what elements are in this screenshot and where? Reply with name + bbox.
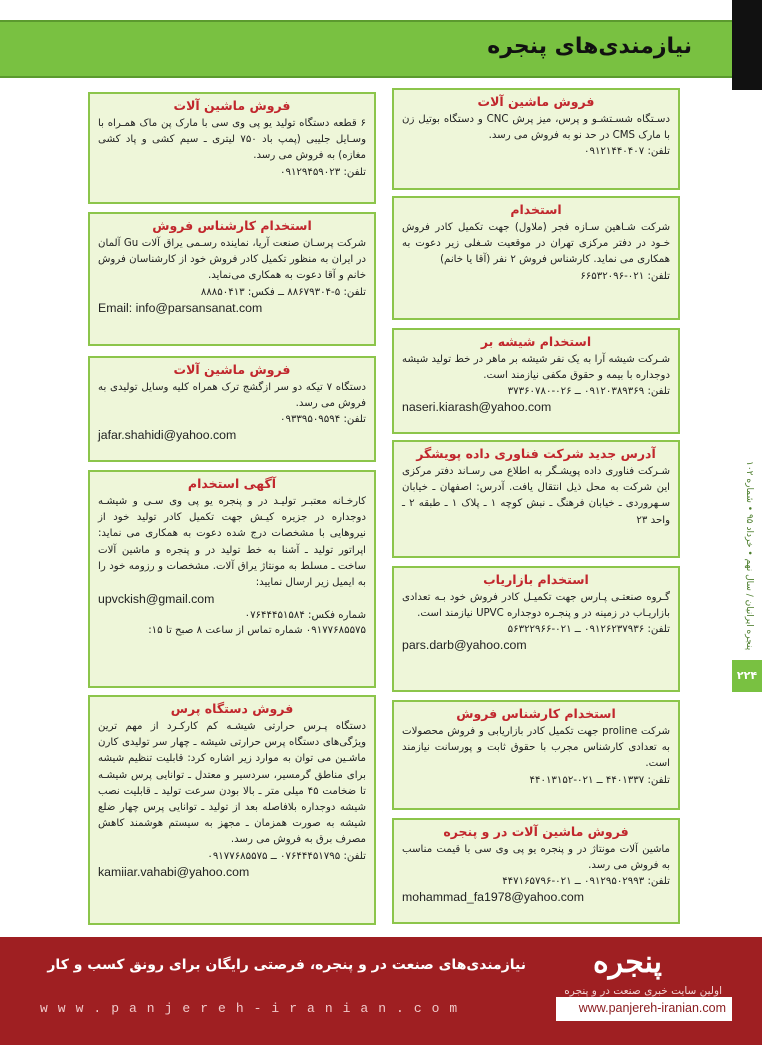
ad-phone: تلفن: ۰۹۱۲۹۴۵۹۰۲۳ (280, 166, 366, 178)
ad-body: شرکت پرسـان صنعت آریا، نماینده رسـمی یراق آلات Gu آلمان در ایران به منظور تکمیل کادر فروش خود از کارشناسان فروش خانم و آقا دعوت به همکاری می‌نماید. (98, 238, 366, 282)
ad-title: استخدام کارشناس فروش (152, 218, 312, 233)
ad-body: دسـتگاه شسـتشـو و پرس، میز پرش CNC و دستگاه بوتیل زن با مارک CMS در حد نو به فروش می رسد. (402, 114, 670, 142)
footer-url-watermark: www.panjereh-iranian.com (40, 1001, 468, 1016)
ad-box (392, 196, 680, 320)
ad-body: گـروه صنعتـی پـارس جهت تکمیـل کادر فروش خود بـه تعدادی بازاریـاب در زمینه در و پنجـره دوجداره UPVC نیازمند است. (402, 592, 670, 620)
ad-email-link[interactable]: Email: info@parsansanat.com (98, 300, 263, 315)
ad-phone: تلفن: ۰۹۱۲۰۳۸۹۳۶۹ ــ ۰۲۶-۳۷۳۶۰۷۸۰ (507, 386, 670, 398)
page-number: ۲۲۴ (732, 660, 762, 692)
ad-box (88, 470, 376, 688)
site-logo[interactable] (532, 945, 722, 1001)
ad-box (88, 212, 376, 346)
ad-fax: شماره فکس: ۰۷۶۴۴۴۵۱۵۸۴ (244, 610, 366, 622)
ad-body: شـرکت فناوری داده پویشـگر به اطلاع می رسـاند دفتر مرکزی این شرکت به محل ذیل انتقال یافت. آدرس: اصفهان ـ خیابان سـهروردی ـ خیابان فرهنگ ـ نبش کوچه ۱ ـ پلاک ۱ ـ طبقه ۲ ـ واحد ۲۳ (402, 466, 670, 526)
ad-box (392, 440, 680, 558)
ad-body: دستگاه ۷ تیکه دو سر ازگشج ترک همراه کلیه وسایل تولیدی به فروش می رسد. (98, 382, 366, 410)
ad-title: فروش ماشین آلات (173, 98, 291, 113)
ad-box (88, 356, 376, 462)
ad-phone: تلفن: ۴۴۰۱۳۳۷ ــ ۰۲۱-۴۴۰۱۳۱۵۲ (529, 774, 670, 786)
ad-box (392, 566, 680, 692)
ad-title: آدرس جدید شرکت فناوری داده پویشگر (416, 446, 656, 461)
ad-title: استخدام شیشه بر (480, 334, 592, 349)
corner-block (732, 0, 762, 90)
ad-body: کارخـانه معتبـر تولیـد در و پنجره یو پی وی سـی و شیشـه دوجداره در جزیره کیـش جهت تکمیل کادر تولید خود از نیروهایی با مشخصات درج شده دعوت به همکاری می نماید: اپراتور تولید ـ آشنا به خط تولید در و پنجره و ماشین آلات ساخت ـ مسلط به مونتاژ یراق آلات. مشخصات و رزومه خود را به ایمیل زیر ارسال نمایید: (98, 496, 366, 589)
ad-box (392, 700, 680, 810)
ad-body: شرکت proline جهت تکمیل کادر بازاریابی و فروش محصولات به تعدادی کارشناس مجرب با حقوق ثابت و پورسانت نیازمند است. (402, 726, 671, 770)
ad-phone: تلفن: ۰۹۳۳۹۵۰۹۵۹۴ (280, 414, 366, 426)
ad-body: ۶ قطعه دستگاه تولید یو پی وی سی با مارک پن ماک همـراه با وسـایل جلیبی (پمپ باد ۷۵۰ لیتری ـ سیم کشی و پاد کشی مغازه) به فروش می رسد. (98, 118, 366, 162)
page-header (0, 20, 732, 78)
ad-email-link[interactable]: upvckish@gmail.com (98, 592, 215, 607)
ad-title: استخدام بازاریاب (483, 572, 589, 587)
logo-text: پنجره (592, 945, 662, 980)
ad-phone: تلفن: ۰۷۶۴۴۴۵۱۷۹۵ ــ ۰۹۱۷۷۶۸۵۵۷۵ (207, 850, 366, 862)
ad-title: آگهی استخدام (187, 476, 277, 491)
ad-email-link[interactable]: kamiiar.vahabi@yahoo.com (98, 864, 250, 879)
ad-email-link[interactable]: naseri.kiarash@yahoo.com (402, 400, 552, 415)
page-title: نیازمندی‌های پنجره (487, 34, 692, 59)
ad-title: فروش ماشین آلات (477, 94, 595, 109)
ad-box (88, 695, 376, 925)
ad-title: استخدام (510, 202, 562, 217)
ad-body: شـرکت شیشه آرا به یک نفر شیشه بر ماهر در خط تولید شیشه دوجداره با بیمه و حقوق مکفی نیازمند است. (402, 354, 670, 382)
ad-body: ماشین آلات مونتاژ در و پنجره یو پی وی سی با قیمت مناسب به فروش می رسد. (402, 844, 670, 872)
ad-phone: تلفن: ۰۹۱۲۶۲۳۷۹۳۶ ــ ۰۲۱-۵۶۳۲۲۹۶۶ (507, 624, 670, 636)
ad-email-link[interactable]: pars.darb@yahoo.com (402, 638, 527, 653)
ad-body: شرکت شـاهین سـازه فجر (ملاول) جهت تکمیل کادر فروش خـود در دفتر مرکزی تهران در موقعیت شـغلی زیر دعوت به همکاری می نماید. کارشناس فروش ۲ نفر (آقا یا خانم) (402, 222, 670, 266)
ad-body: دستگاه پـرس حرارتی شیشـه کم کارکـرد از مهم ترین ویژگی‌های دستگاه پرس حرارتی شیشه ـ چهار سر تولیدی کارن ماشـین می توان به موارد زیر اشاره کرد: قابلیت تنظیم شیشه برای مناطق گرمسیر، سردسیر و معتدل ـ توانایی پرس شیشـه تا ضخامت ۴۵ میلی متر ـ بالا بودن سرعت تولید ـ قابلیت نصب شیشه دوجداره بلافاصله بعد از تولید ـ توانایی پرس چهار ضلع شیشه به صورت همزمان ـ مجهز به سیستم هوشمند کاهش مصرف برق به فروش می رسد. (98, 721, 366, 846)
footer-tagline: نیازمندی‌های صنعت در و پنجره، فرصتی رایگان برای رونق کسب و کار (47, 957, 526, 973)
ad-email-link[interactable]: mohammad_fa1978@yahoo.com (402, 890, 585, 905)
ad-box (88, 92, 376, 204)
ad-title: استخدام کارشناس فروش (456, 706, 616, 721)
ad-title: فروش دستگاه پرس (170, 701, 294, 716)
ad-phone: تلفن: ۵-۸۸۶۷۹۳۰۴ ــ فکس: ۸۸۸۵۰۴۱۳ (200, 286, 366, 298)
ad-phone: تلفن: ۰۹۱۲۱۴۴۰۴۰۷ (584, 146, 670, 158)
ad-phone: تلفن: ۰۹۱۲۹۵۰۲۹۹۳ ــ ۰۲۱-۴۴۷۱۶۵۷۹۶ (502, 876, 670, 888)
logo-caption: اولین سایت خبری صنعت در و پنجره (564, 985, 722, 997)
ad-email-link[interactable]: jafar.shahidi@yahoo.com (98, 428, 237, 443)
ad-title: فروش ماشین آلات (173, 362, 291, 377)
footer-website-link[interactable]: www.panjereh-iranian.com (578, 1001, 726, 1015)
issue-info: پنجره ایرانیان / سال نهم • خرداد ۹۵ • شماره ۱۰۲ (744, 460, 754, 650)
ad-box (392, 818, 680, 924)
ad-title: فروش ماشین آلات در و پنجره (443, 824, 629, 839)
ad-phone: تلفن: ۰۲۱-۶۶۵۳۲۰۹۶ (580, 270, 670, 282)
footer-banner (0, 937, 762, 1045)
ad-phone: ۰۹۱۷۷۶۸۵۵۷۵ شماره تماس از ساعت ۸ صبح تا ۱۵: (148, 625, 366, 637)
ad-box (392, 328, 680, 434)
ad-box (392, 88, 680, 190)
side-strip (732, 430, 762, 710)
